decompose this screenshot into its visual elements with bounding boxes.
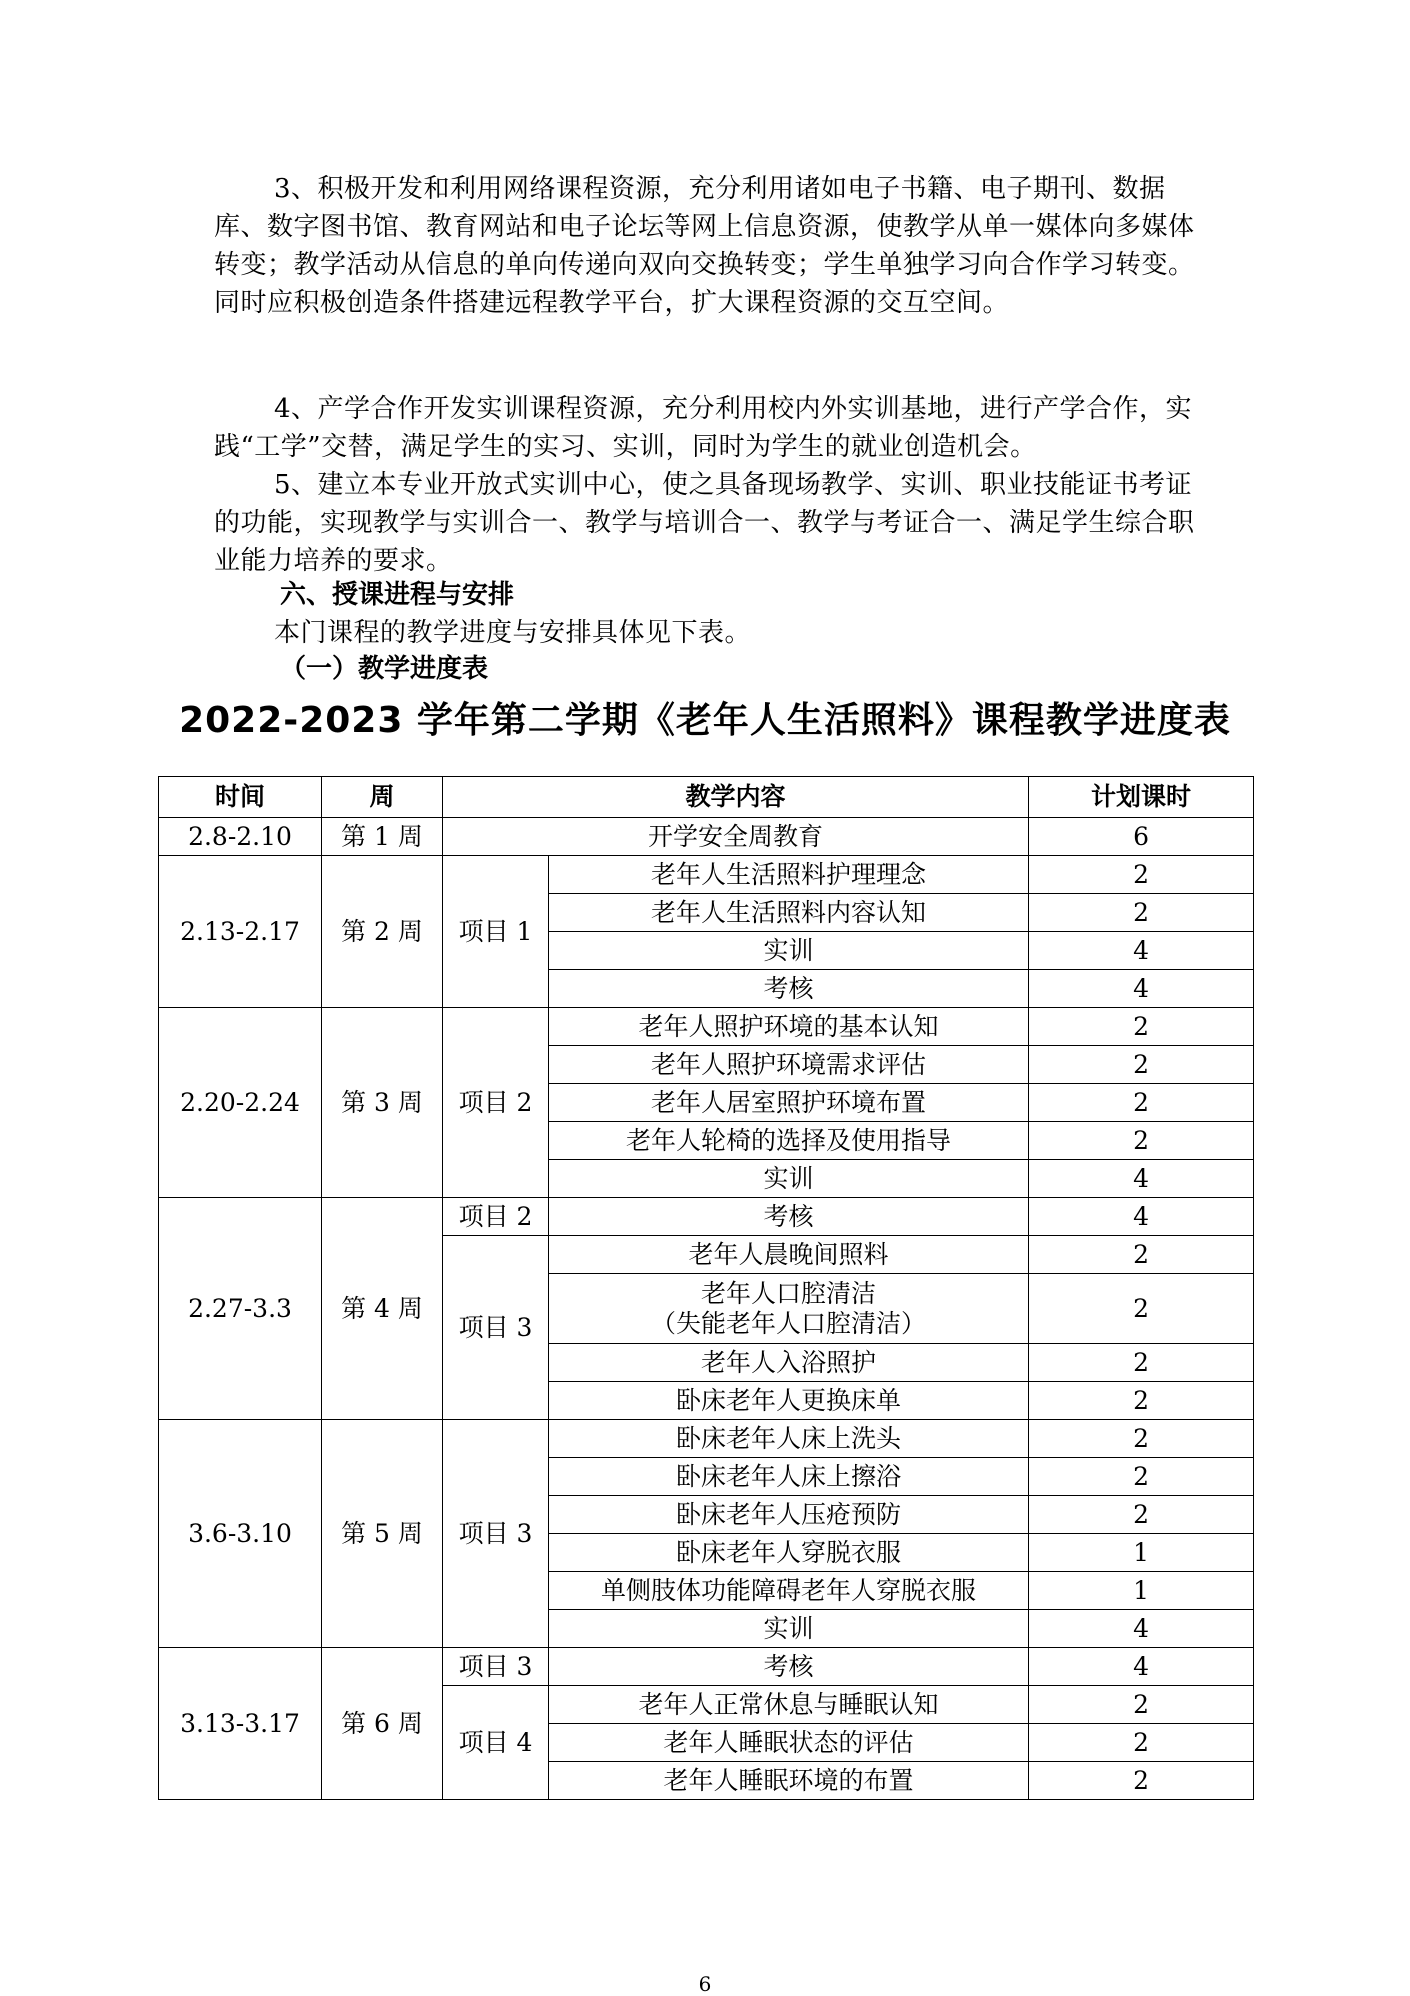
header-time: 时间 <box>159 777 322 818</box>
content-cell: 老年人生活照料护理理念 <box>549 856 1029 894</box>
project-cell: 项目 4 <box>443 1686 549 1800</box>
content-cell: 开学安全周教育 <box>443 818 1029 856</box>
content-cell: 老年人居室照护环境布置 <box>549 1084 1029 1122</box>
content-cell: 考核 <box>549 1648 1029 1686</box>
hours-cell: 6 <box>1029 818 1254 856</box>
content-cell: 老年人正常休息与睡眠认知 <box>549 1686 1029 1724</box>
content-cell <box>549 1274 1029 1344</box>
hours-cell: 4 <box>1029 970 1254 1008</box>
content-cell: 单侧肢体功能障碍老年人穿脱衣服 <box>549 1572 1029 1610</box>
content-cell: 实训 <box>549 932 1029 970</box>
header-hours: 计划课时 <box>1029 777 1254 818</box>
section-heading: 六、授课进程与安排 <box>280 580 515 610</box>
content-cell: 老年人睡眠状态的评估 <box>549 1724 1029 1762</box>
table-row <box>159 1648 1254 1686</box>
time-cell: 2.8-2.10 <box>159 818 322 856</box>
hours-cell: 4 <box>1029 1160 1254 1198</box>
time-cell: 2.27-3.3 <box>159 1198 322 1420</box>
week-cell: 第 2 周 <box>322 856 443 1008</box>
project-cell: 项目 2 <box>443 1008 549 1198</box>
content-cell: 卧床老年人更换床单 <box>549 1382 1029 1420</box>
content-cell: 卧床老年人床上洗头 <box>549 1420 1029 1458</box>
table-header-row <box>159 777 1254 818</box>
content-cell: 卧床老年人穿脱衣服 <box>549 1534 1029 1572</box>
content-cell: 老年人照护环境需求评估 <box>549 1046 1029 1084</box>
week-cell: 第 3 周 <box>322 1008 443 1198</box>
hours-cell: 2 <box>1029 1420 1254 1458</box>
content-cell: 老年人入浴照护 <box>549 1344 1029 1382</box>
content-cell: 老年人晨晚间照料 <box>549 1236 1029 1274</box>
hours-cell: 1 <box>1029 1572 1254 1610</box>
header-week: 周 <box>322 777 443 818</box>
table-row <box>159 1198 1254 1236</box>
paragraph-5: 5、建立本专业开放式实训中心，使之具备现场教学、实训、职业技能证书考证的功能，实现教学与实训合一、教学与培训合一、教学与考证合一、满足学生综合职业能力培养的要求。 <box>214 470 1195 576</box>
week-cell: 第 1 周 <box>322 818 443 856</box>
time-cell: 2.20-2.24 <box>159 1008 322 1198</box>
week-cell: 第 4 周 <box>322 1198 443 1420</box>
header-content: 教学内容 <box>443 777 1029 818</box>
content-cell: 卧床老年人压疮预防 <box>549 1496 1029 1534</box>
project-cell: 项目 1 <box>443 856 549 1008</box>
hours-cell: 2 <box>1029 1762 1254 1800</box>
project-cell: 项目 3 <box>443 1236 549 1420</box>
hours-cell: 2 <box>1029 1496 1254 1534</box>
hours-cell: 2 <box>1029 894 1254 932</box>
table-row <box>159 1420 1254 1458</box>
content-cell: 老年人轮椅的选择及使用指导 <box>549 1122 1029 1160</box>
project-cell: 项目 3 <box>443 1420 549 1648</box>
content-line: 老年人口腔清洁 <box>701 1278 877 1308</box>
section-intro: 本门课程的教学进度与安排具体见下表。 <box>274 618 752 648</box>
content-cell: 老年人照护环境的基本认知 <box>549 1008 1029 1046</box>
content-cell: 老年人生活照料内容认知 <box>549 894 1029 932</box>
hours-cell: 2 <box>1029 1046 1254 1084</box>
hours-cell: 2 <box>1029 1122 1254 1160</box>
hours-cell: 2 <box>1029 1458 1254 1496</box>
week-cell: 第 5 周 <box>322 1420 443 1648</box>
time-cell: 2.13-2.17 <box>159 856 322 1008</box>
hours-cell: 4 <box>1029 1198 1254 1236</box>
table-row <box>159 1008 1254 1046</box>
sub-heading: （一）教学进度表 <box>280 654 489 684</box>
hours-cell: 2 <box>1029 856 1254 894</box>
week-cell: 第 6 周 <box>322 1648 443 1800</box>
content-cell: 考核 <box>549 970 1029 1008</box>
schedule-table <box>158 776 1254 1800</box>
content-cell: 实训 <box>549 1160 1029 1198</box>
hours-cell: 2 <box>1029 1686 1254 1724</box>
content-cell: 老年人睡眠环境的布置 <box>549 1762 1029 1800</box>
table-row <box>159 856 1254 894</box>
paragraph-4: 4、产学合作开发实训课程资源，充分利用校内外实训基地，进行产学合作，实践“工学”交替，满足学生的实习、实训，同时为学生的就业创造机会。 <box>214 394 1193 462</box>
hours-cell: 4 <box>1029 1610 1254 1648</box>
hours-cell: 4 <box>1029 1648 1254 1686</box>
hours-cell: 2 <box>1029 1236 1254 1274</box>
content-cell: 考核 <box>549 1198 1029 1236</box>
time-cell: 3.6-3.10 <box>159 1420 322 1648</box>
hours-cell: 2 <box>1029 1274 1254 1344</box>
paragraph-3: 3、积极开发和利用网络课程资源，充分利用诸如电子书籍、电子期刊、数据库、数字图书馆、教育网站和电子论坛等网上信息资源，使教学从单一媒体向多媒体转变；教学活动从信息的单向传递向双向交换转变；学生单独学习向合作学习转变。同时应积极创造条件搭建远程教学平台，扩大课程资源的交互空间。 <box>214 174 1195 318</box>
hours-cell: 2 <box>1029 1382 1254 1420</box>
hours-cell: 2 <box>1029 1084 1254 1122</box>
page-number: 6 <box>698 1972 712 1996</box>
hours-cell: 2 <box>1029 1008 1254 1046</box>
project-cell: 项目 3 <box>443 1648 549 1686</box>
hours-cell: 4 <box>1029 932 1254 970</box>
hours-cell: 1 <box>1029 1534 1254 1572</box>
table-title: 2022-2023 学年第二学期《老年人生活照料》课程教学进度表 <box>179 700 1231 741</box>
hours-cell: 2 <box>1029 1344 1254 1382</box>
content-cell: 卧床老年人床上擦浴 <box>549 1458 1029 1496</box>
time-cell: 3.13-3.17 <box>159 1648 322 1800</box>
table-row <box>159 818 1254 856</box>
hours-cell: 2 <box>1029 1724 1254 1762</box>
content-cell: 实训 <box>549 1610 1029 1648</box>
project-cell: 项目 2 <box>443 1198 549 1236</box>
content-line: （失能老年人口腔清洁） <box>651 1308 927 1338</box>
